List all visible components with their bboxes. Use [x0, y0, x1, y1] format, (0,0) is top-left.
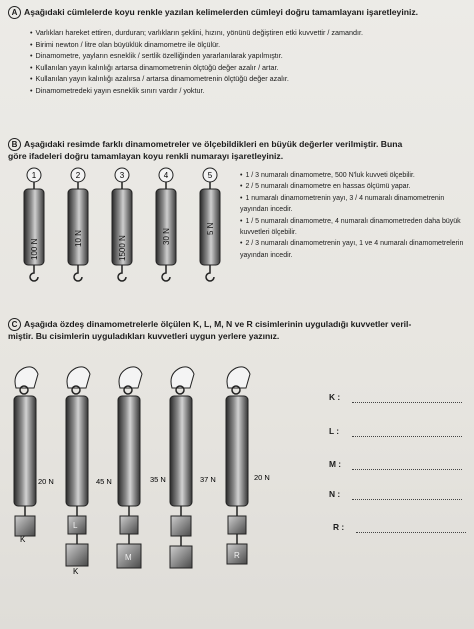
- dynamometer-body: [14, 396, 36, 506]
- dynamometer-3: [112, 168, 132, 281]
- section-c-heading-line1: Aşağıda özdeş dinamometrelerle ölçülen K, L, M, N ve R cisimlerinin uyguladığı kuvvetler veril-: [24, 318, 412, 329]
- number-label: 3: [119, 171, 125, 180]
- section-a-list: [30, 27, 363, 97]
- object-box: [66, 544, 88, 566]
- list-item-text: Dinamometredeki yayın esneklik sınırı vardır / yoktur.: [35, 85, 205, 95]
- hook-icon: [30, 265, 38, 281]
- list-item: • 1 / 3 numaralı dinamometre, 500 N'luk kuvveti ölçebilir.: [240, 172, 415, 179]
- answer-label: N :: [329, 489, 341, 499]
- list-item-text: 1 / 3 numaralı dinamometre, 500 N'luk kuvveti ölçebilir.: [245, 172, 415, 179]
- capacity-label: 1500 N: [118, 235, 127, 261]
- list-item: [30, 27, 363, 39]
- section-b-list: [240, 170, 472, 261]
- section-b-badge: B: [8, 138, 21, 151]
- answer-field[interactable]: [352, 436, 462, 437]
- section-b-heading-line2: göre ifadeleri doğru tamamlayan koyu renkli numarayı işaretleyiniz.: [8, 151, 284, 161]
- number-label: 5: [207, 171, 213, 180]
- list-item: [30, 85, 363, 97]
- object-label: R: [234, 551, 240, 560]
- hand-icon: [119, 367, 142, 388]
- dynamometer-body: [68, 189, 88, 265]
- force-reading: 45 N: [96, 477, 112, 486]
- dynamometer-body: [156, 189, 176, 265]
- dynamometer-2: [68, 168, 88, 281]
- capacity-label: 5 N: [206, 222, 215, 235]
- section-b-dynamometers: [10, 165, 250, 300]
- answer-label: M :: [329, 459, 342, 469]
- list-item-text: Kullanılan yayın kalınlığı azalırsa / artarsa dinamometrenin ölçtüğü değer azalır.: [35, 74, 289, 84]
- answer-field[interactable]: [356, 532, 466, 533]
- answer-field[interactable]: [352, 402, 462, 403]
- force-reading: 37 N: [200, 475, 216, 484]
- force-reading: 35 N: [150, 475, 166, 484]
- list-item: [30, 62, 363, 74]
- section-b-heading-line1: Aşağıdaki resimde farklı dinamometreler ve ölçebildikleri en büyük değerler verilmiştir. Buna: [24, 138, 403, 149]
- list-item-text: Dinamometre, yayların esneklik / sertlik özelliğinden yararlanılarak yapılmıştır.: [35, 51, 283, 61]
- capacity-label: 100 N: [30, 238, 39, 260]
- answer-label: L :: [329, 426, 340, 436]
- dynamometer-4: [156, 168, 176, 281]
- object-box: [120, 516, 138, 534]
- section-a-heading: [8, 6, 470, 19]
- number-label: 1: [31, 171, 37, 180]
- object-label: K: [20, 535, 26, 544]
- object-label: M: [125, 553, 132, 562]
- dynamometer-body: [226, 396, 248, 506]
- hand-icon: [67, 367, 90, 388]
- object-box: [15, 516, 35, 536]
- number-label: 2: [75, 171, 81, 180]
- number-label: 4: [163, 171, 169, 180]
- dynamometer-body: [118, 396, 140, 506]
- measurement-unit-1: [14, 367, 54, 544]
- dynamometer-5: [200, 168, 220, 281]
- section-c-heading: [8, 318, 470, 342]
- measurement-unit-4: [170, 367, 216, 568]
- list-item-text: 2 / 3 numaralı dinamometrenin yayı, 1 ve 4 numaralı dinamometrelerin yayından incedir.: [240, 240, 464, 259]
- list-item-text: Varlıkları hareket ettiren, durduran; varlıkların şeklini, hızını, yönünü değiştiren etki kuvvettir / zamandır.: [35, 28, 363, 37]
- list-item: [30, 50, 363, 62]
- dynamometer-body: [170, 396, 192, 506]
- section-c-badge: C: [8, 318, 21, 331]
- list-item: • 1 / 5 numaralı dinamometre, 4 numaralı dinamometreden daha büyük kuvvetleri ölçebilir.: [240, 217, 461, 237]
- measurement-unit-2: [66, 367, 112, 576]
- list-item: • 2 / 5 numaralı dinamometre en hassas ölçümü yapar.: [240, 183, 411, 191]
- object-label: K: [73, 567, 79, 576]
- force-reading: 20 N: [38, 477, 54, 486]
- section-a-badge: A: [8, 6, 21, 19]
- dynamometer-1: [24, 168, 44, 281]
- answer-field[interactable]: [352, 499, 462, 500]
- capacity-label: 10 N: [74, 230, 83, 247]
- hook-icon: [118, 265, 126, 281]
- object-label: L: [73, 521, 78, 530]
- measurement-unit-3: [117, 367, 166, 568]
- hook-icon: [162, 265, 170, 281]
- section-c-dynamometers: [0, 360, 290, 600]
- list-item-text: 1 numaralı dinamometrenin yayı, 3 / 4 numaralı dinamometrenin yayından incedir.: [240, 194, 445, 214]
- hand-icon: [171, 367, 194, 388]
- measurement-unit-5: [226, 367, 270, 564]
- hook-icon: [74, 265, 82, 281]
- dynamometer-body: [66, 396, 88, 506]
- object-box: [170, 546, 192, 568]
- list-item: • 1 numaralı dinamometrenin yayı, 3 / 4 numaralı dinamometrenin yayından incedir.: [240, 194, 445, 214]
- list-item: • 2 / 3 numaralı dinamometrenin yayı, 1 ve 4 numaralı dinamometrelerin yayından incedir.: [240, 240, 464, 259]
- capacity-label: 30 N: [162, 228, 171, 245]
- list-item: [30, 39, 363, 51]
- force-reading: 20 N: [254, 473, 270, 482]
- answer-field[interactable]: [352, 469, 462, 470]
- list-item-text: 2 / 5 numaralı dinamometre en hassas ölçümü yapar.: [245, 183, 411, 191]
- answer-label: K :: [329, 392, 341, 402]
- list-item-text: 1 / 5 numaralı dinamometre, 4 numaralı dinamometreden daha büyük kuvvetleri ölçebilir.: [240, 217, 461, 237]
- section-b-heading: [8, 138, 470, 162]
- list-item: [30, 73, 363, 85]
- list-item-text: Kullanılan yayın kalınlığı artarsa dinamometrenin ölçtüğü değer azalır / artar.: [35, 62, 279, 72]
- list-item-text: Birimi newton / litre olan büyüklük dinamometre ile ölçülür.: [35, 39, 221, 49]
- object-box: [228, 516, 246, 534]
- hook-icon: [206, 265, 214, 281]
- answer-label: R :: [333, 522, 345, 532]
- section-a-heading-text: Aşağıdaki cümlelerde koyu renkle yazılan kelimelerden cümleyi doğru tamamlayanı işaretleyiniz.: [24, 6, 419, 17]
- section-c-heading-line2: miştir. Bu cisimlerin uyguladıkları kuvvetleri uygun yerlere yazınız.: [8, 331, 280, 341]
- hand-icon: [227, 367, 250, 388]
- object-box: [171, 516, 191, 536]
- hand-icon: [15, 367, 38, 388]
